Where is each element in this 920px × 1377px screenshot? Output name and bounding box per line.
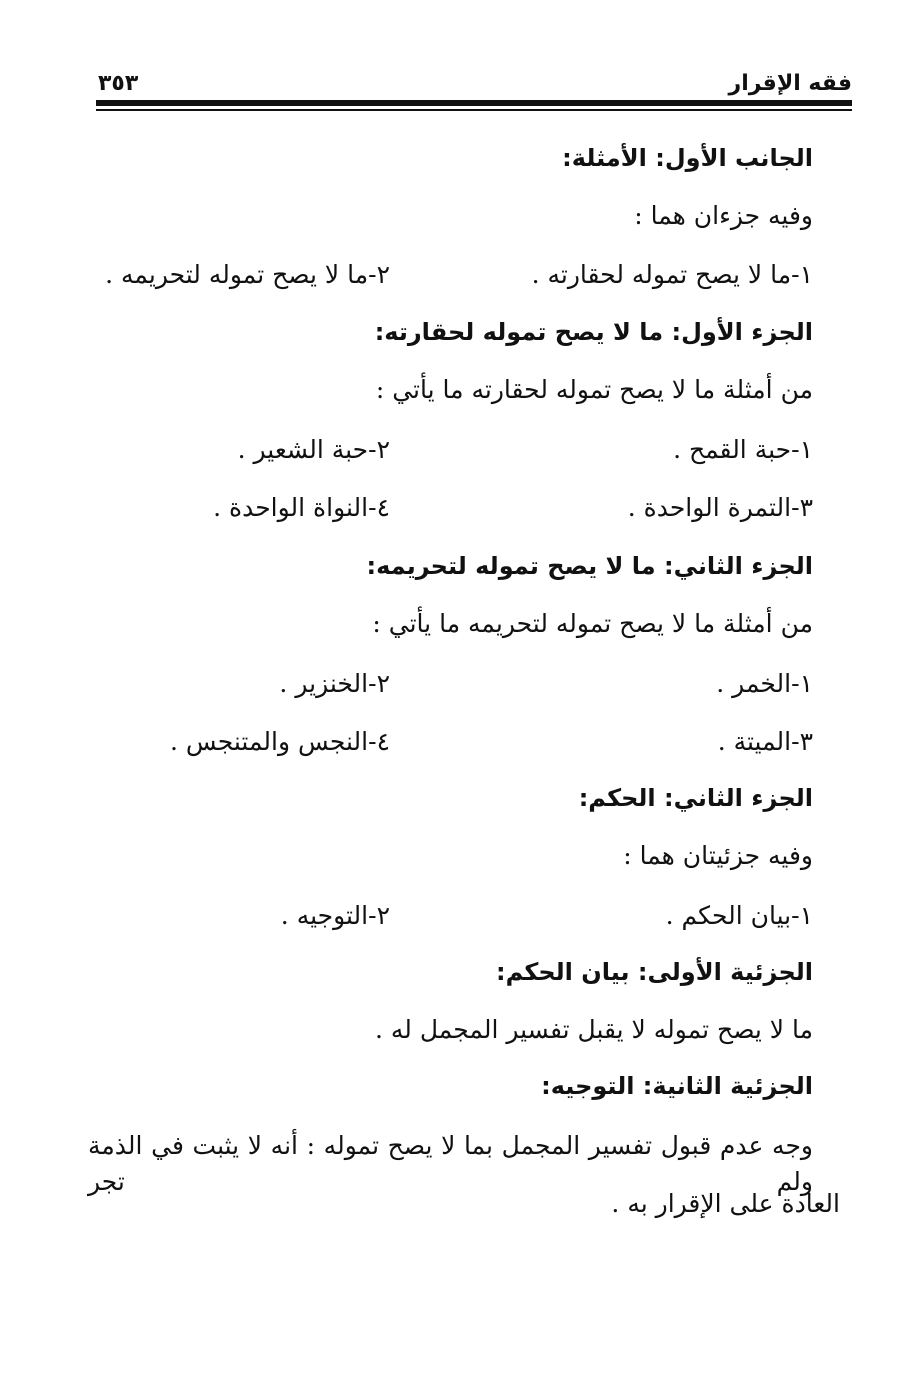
list-item: ٢-ما لا يصح تموله لتحريمه . xyxy=(105,260,390,289)
header-rule-thick xyxy=(96,100,852,106)
justification-text-line1: وجه عدم قبول تفسير المجمل بما لا يصح تموله : أنه لا يثبت في الذمة ولم تجر xyxy=(88,1131,813,1196)
list-item: ١-الخمر . xyxy=(716,669,813,698)
subsection-heading-statement: الجزئية الأولى: بيان الحكم: xyxy=(495,958,813,986)
list-item: ٢-الخنزير . xyxy=(279,669,390,698)
list-item: ١-بيان الحكم . xyxy=(665,901,813,930)
subsection-heading-worthless: الجزء الأول: ما لا يصح تموله لحقارته: xyxy=(374,318,813,346)
intro-two-parts: وفيه جزءان هما : xyxy=(634,201,813,230)
subsection-heading-forbidden: الجزء الثاني: ما لا يصح تموله لتحريمه: xyxy=(366,552,813,580)
section-heading-ruling: الجزء الثاني: الحكم: xyxy=(578,784,813,812)
list-item: ٢-حبة الشعير . xyxy=(237,435,390,464)
subsection-heading-justification: الجزئية الثانية: التوجيه: xyxy=(541,1072,813,1100)
list-item: ١-حبة القمح . xyxy=(673,435,813,464)
list-item: ٣-الميتة . xyxy=(717,727,813,756)
list-item: ١-ما لا يصح تموله لحقارته . xyxy=(531,260,813,289)
list-item: ٤-النجس والمتنجس . xyxy=(169,727,390,756)
page-number: ٣٥٣ xyxy=(98,71,139,96)
header-rule-thin xyxy=(96,109,852,111)
list-item: ٤-النواة الواحدة . xyxy=(213,493,390,522)
list-item: ٣-التمرة الواحدة . xyxy=(627,493,813,522)
intro-forbidden-examples: من أمثلة ما لا يصح تموله لتحريمه ما يأتي : xyxy=(372,609,813,638)
ruling-text: ما لا يصح تموله لا يقبل تفسير المجمل له . xyxy=(374,1015,813,1044)
justification-text-line2: العادة على الإقرار به . xyxy=(611,1189,840,1218)
running-header-title: فقه الإقرار xyxy=(728,71,852,96)
intro-two-subparts: وفيه جزئيتان هما : xyxy=(623,841,813,870)
intro-worthless-examples: من أمثلة ما لا يصح تموله لحقارته ما يأتي : xyxy=(375,375,813,404)
section-heading-examples: الجانب الأول: الأمثلة: xyxy=(562,144,813,172)
list-item: ٢-التوجيه . xyxy=(280,901,390,930)
